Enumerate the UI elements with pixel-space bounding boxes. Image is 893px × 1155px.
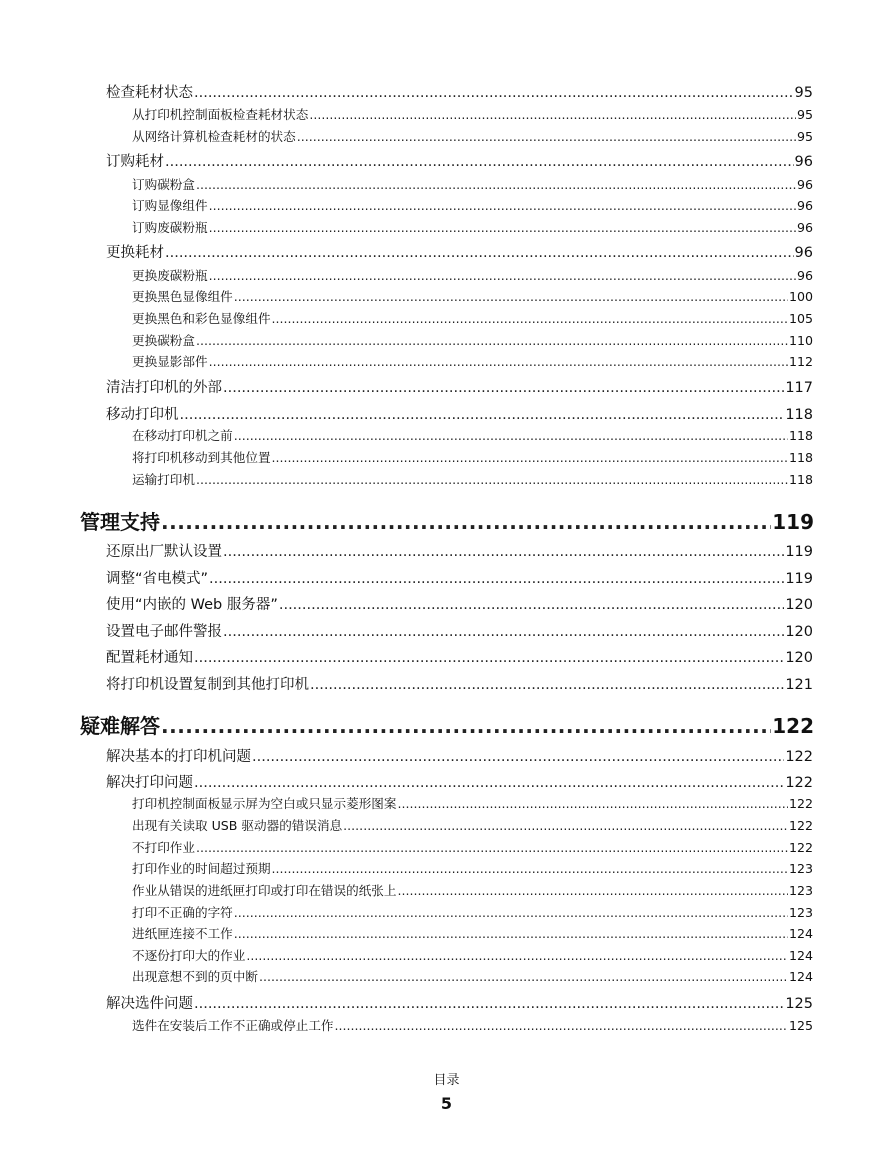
- toc-entry-title: 更换显影部件: [132, 354, 208, 369]
- toc-entry-page: 112: [788, 354, 813, 369]
- dot-leader: [272, 452, 788, 465]
- toc-entry-title: 出现有关读取 USB 驱动器的错误消息: [132, 818, 343, 833]
- toc-entry-page: 95: [796, 129, 813, 144]
- dot-leader: [209, 572, 784, 587]
- toc-entry-title: 移动打印机: [106, 407, 179, 423]
- toc-entry-page: 123: [788, 861, 813, 876]
- toc-entry-title: 作业从错误的进纸匣打印或打印在错误的纸张上: [132, 883, 397, 898]
- toc-entry-page: 100: [788, 289, 813, 304]
- toc-entry-page: 105: [788, 311, 813, 326]
- section-entry[interactable]: [106, 598, 813, 613]
- toc-entry-title: 解决基本的打印机问题: [106, 749, 251, 765]
- dot-leader: [309, 109, 796, 122]
- subsection-entry[interactable]: [132, 179, 813, 192]
- toc-entry-title: 设置电子邮件警报: [106, 624, 222, 640]
- dot-leader: [194, 997, 784, 1012]
- toc-entry-page: 96: [796, 198, 813, 213]
- subsection-entry[interactable]: [132, 200, 813, 213]
- section-entry[interactable]: [106, 246, 813, 261]
- toc-entry-title: 打印机控制面板显示屏为空白或只显示菱形图案: [132, 796, 397, 811]
- toc-entry-page: 122: [788, 796, 813, 811]
- section-entry[interactable]: [106, 678, 813, 693]
- dot-leader: [246, 950, 788, 963]
- chapter-entry[interactable]: [80, 512, 814, 532]
- toc-entry-title: 从打印机控制面板检查耗材状态: [132, 107, 309, 122]
- toc-entry-page: 96: [794, 154, 813, 170]
- toc-entry-title: 更换耗材: [106, 245, 164, 261]
- toc-entry-page: 122: [788, 840, 813, 855]
- toc-entry-title: 解决选件问题: [106, 996, 193, 1012]
- subsection-entry[interactable]: [132, 430, 813, 443]
- subsection-entry[interactable]: [132, 270, 813, 283]
- toc-entry-page: 118: [788, 472, 813, 487]
- subsection-entry[interactable]: [132, 907, 813, 920]
- toc-entry-title: 运输打印机: [132, 472, 195, 487]
- toc-entry-page: 124: [788, 969, 813, 984]
- subsection-entry[interactable]: [132, 1020, 813, 1033]
- toc-entry-title: 管理支持: [80, 510, 160, 534]
- toc-entry-page: 122: [788, 818, 813, 833]
- toc-entry-title: 配置耗材通知: [106, 650, 193, 666]
- toc-entry-page: 95: [794, 85, 813, 101]
- dot-leader: [209, 222, 796, 235]
- section-entry[interactable]: [106, 545, 813, 560]
- subsection-entry[interactable]: [132, 820, 813, 833]
- toc-entry-page: 123: [788, 883, 813, 898]
- toc-entry-title: 更换废碳粉瓶: [132, 268, 208, 283]
- toc-entry-page: 118: [788, 450, 813, 465]
- dot-leader: [297, 131, 796, 144]
- toc-entry-page: 95: [796, 107, 813, 122]
- toc-entry-title: 疑难解答: [80, 714, 160, 738]
- subsection-entry[interactable]: [132, 950, 813, 963]
- toc-entry-title: 进纸匣连接不工作: [132, 926, 233, 941]
- footer-page-number: 5: [440, 1094, 453, 1113]
- dot-leader: [196, 179, 796, 192]
- dot-leader: [209, 270, 796, 283]
- toc-entry-title: 更换碳粉盒: [132, 333, 195, 348]
- toc-entry-page: 120: [785, 597, 813, 613]
- subsection-entry[interactable]: [132, 842, 813, 855]
- dot-leader: [161, 716, 771, 736]
- subsection-entry[interactable]: [132, 109, 813, 122]
- dot-leader: [259, 971, 788, 984]
- subsection-entry[interactable]: [132, 474, 813, 487]
- toc-entry-page: 121: [785, 677, 813, 693]
- toc-entry-title: 调整“省电模式”: [106, 571, 209, 587]
- subsection-entry[interactable]: [132, 928, 813, 941]
- toc-entry-page: 96: [796, 177, 813, 192]
- toc-entry-page: 124: [788, 926, 813, 941]
- toc-entry-page: 96: [796, 220, 813, 235]
- toc-entry-title: 将打印机设置复制到其他打印机: [106, 677, 309, 693]
- dot-leader: [272, 313, 788, 326]
- toc-entry-page: 119: [772, 510, 814, 534]
- subsection-entry[interactable]: [132, 798, 813, 811]
- dot-leader: [223, 545, 784, 560]
- dot-leader: [223, 625, 784, 640]
- subsection-entry[interactable]: [132, 863, 813, 876]
- subsection-entry[interactable]: [132, 971, 813, 984]
- dot-leader: [223, 381, 784, 396]
- toc-entry-title: 清洁打印机的外部: [106, 380, 222, 396]
- subsection-entry[interactable]: [132, 885, 813, 898]
- toc-entry-title: 在移动打印机之前: [132, 428, 233, 443]
- toc-entry-title: 订购显像组件: [132, 198, 208, 213]
- dot-leader: [397, 798, 787, 811]
- dot-leader: [279, 598, 784, 613]
- subsection-entry[interactable]: [132, 131, 813, 144]
- toc-entry-title: 订购耗材: [106, 154, 164, 170]
- dot-leader: [161, 512, 771, 532]
- dot-leader: [335, 1020, 788, 1033]
- subsection-entry[interactable]: [132, 452, 813, 465]
- toc-entry-title: 更换黑色显像组件: [132, 289, 233, 304]
- section-entry[interactable]: [106, 572, 813, 587]
- dot-leader: [209, 200, 796, 213]
- toc-entry-page: 120: [785, 650, 813, 666]
- toc-entry-title: 将打印机移动到其他位置: [132, 450, 271, 465]
- toc-entry-title: 订购碳粉盒: [132, 177, 195, 192]
- section-entry[interactable]: [106, 381, 813, 396]
- toc-entry-page: 122: [785, 775, 813, 791]
- toc-entry-page: 119: [785, 544, 813, 560]
- toc-entry-page: 125: [785, 996, 813, 1012]
- toc-entry-title: 解决打印问题: [106, 775, 193, 791]
- toc-entry-title: 选件在安装后工作不正确或停止工作: [132, 1018, 334, 1033]
- dot-leader: [234, 430, 788, 443]
- toc-entry-title: 出现意想不到的页中断: [132, 969, 258, 984]
- dot-leader: [165, 246, 794, 261]
- subsection-entry[interactable]: [132, 335, 813, 348]
- section-entry[interactable]: [106, 776, 813, 791]
- toc-entry-title: 不逐份打印大的作业: [132, 948, 246, 963]
- toc-entry-page: 110: [788, 333, 813, 348]
- section-entry[interactable]: [106, 997, 813, 1012]
- dot-leader: [165, 155, 794, 170]
- section-entry[interactable]: [106, 750, 813, 765]
- dot-leader: [310, 678, 784, 693]
- section-entry[interactable]: [106, 155, 813, 170]
- toc-entry-title: 打印不正确的字符: [132, 905, 233, 920]
- dot-leader: [196, 335, 788, 348]
- toc-entry-title: 订购废碳粉瓶: [132, 220, 208, 235]
- toc-entry-page: 120: [785, 624, 813, 640]
- dot-leader: [252, 750, 784, 765]
- chapter-entry[interactable]: [80, 716, 814, 736]
- toc-entry-page: 122: [785, 749, 813, 765]
- toc-entry-page: 123: [788, 905, 813, 920]
- toc-entry-page: 96: [794, 245, 813, 261]
- dot-leader: [272, 863, 788, 876]
- toc-entry-page: 122: [772, 714, 814, 738]
- subsection-entry[interactable]: [132, 313, 813, 326]
- dot-leader: [234, 291, 788, 304]
- toc-entry-page: 118: [785, 407, 813, 423]
- section-entry[interactable]: [106, 86, 813, 101]
- section-entry[interactable]: [106, 408, 813, 423]
- toc-entry-page: 125: [788, 1018, 813, 1033]
- toc-entry-title: 还原出厂默认设置: [106, 544, 222, 560]
- dot-leader: [194, 651, 784, 666]
- subsection-entry[interactable]: [132, 222, 813, 235]
- toc-entry-title: 打印作业的时间超过预期: [132, 861, 271, 876]
- dot-leader: [194, 86, 794, 101]
- dot-leader: [234, 907, 788, 920]
- subsection-entry[interactable]: [132, 356, 813, 369]
- dot-leader: [194, 776, 784, 791]
- toc-entry-title: 更换黑色和彩色显像组件: [132, 311, 271, 326]
- dot-leader: [209, 356, 788, 369]
- toc-entry-title: 不打印作业: [132, 840, 195, 855]
- dot-leader: [397, 885, 787, 898]
- dot-leader: [234, 928, 788, 941]
- section-entry[interactable]: [106, 625, 813, 640]
- section-entry[interactable]: [106, 651, 813, 666]
- toc-entry-title: 使用“内嵌的 Web 服务器”: [106, 597, 278, 613]
- toc-entry-page: 124: [788, 948, 813, 963]
- toc-entry-page: 119: [785, 571, 813, 587]
- toc-entry-page: 96: [796, 268, 813, 283]
- toc-entry-title: 检查耗材状态: [106, 85, 193, 101]
- toc-entry-page: 118: [788, 428, 813, 443]
- footer-section-label: 目录: [433, 1073, 460, 1088]
- toc-entry-title: 从网络计算机检查耗材的状态: [132, 129, 296, 144]
- subsection-entry[interactable]: [132, 291, 813, 304]
- dot-leader: [196, 474, 788, 487]
- dot-leader: [196, 842, 788, 855]
- dot-leader: [343, 820, 788, 833]
- toc-entry-page: 117: [785, 380, 813, 396]
- dot-leader: [180, 408, 785, 423]
